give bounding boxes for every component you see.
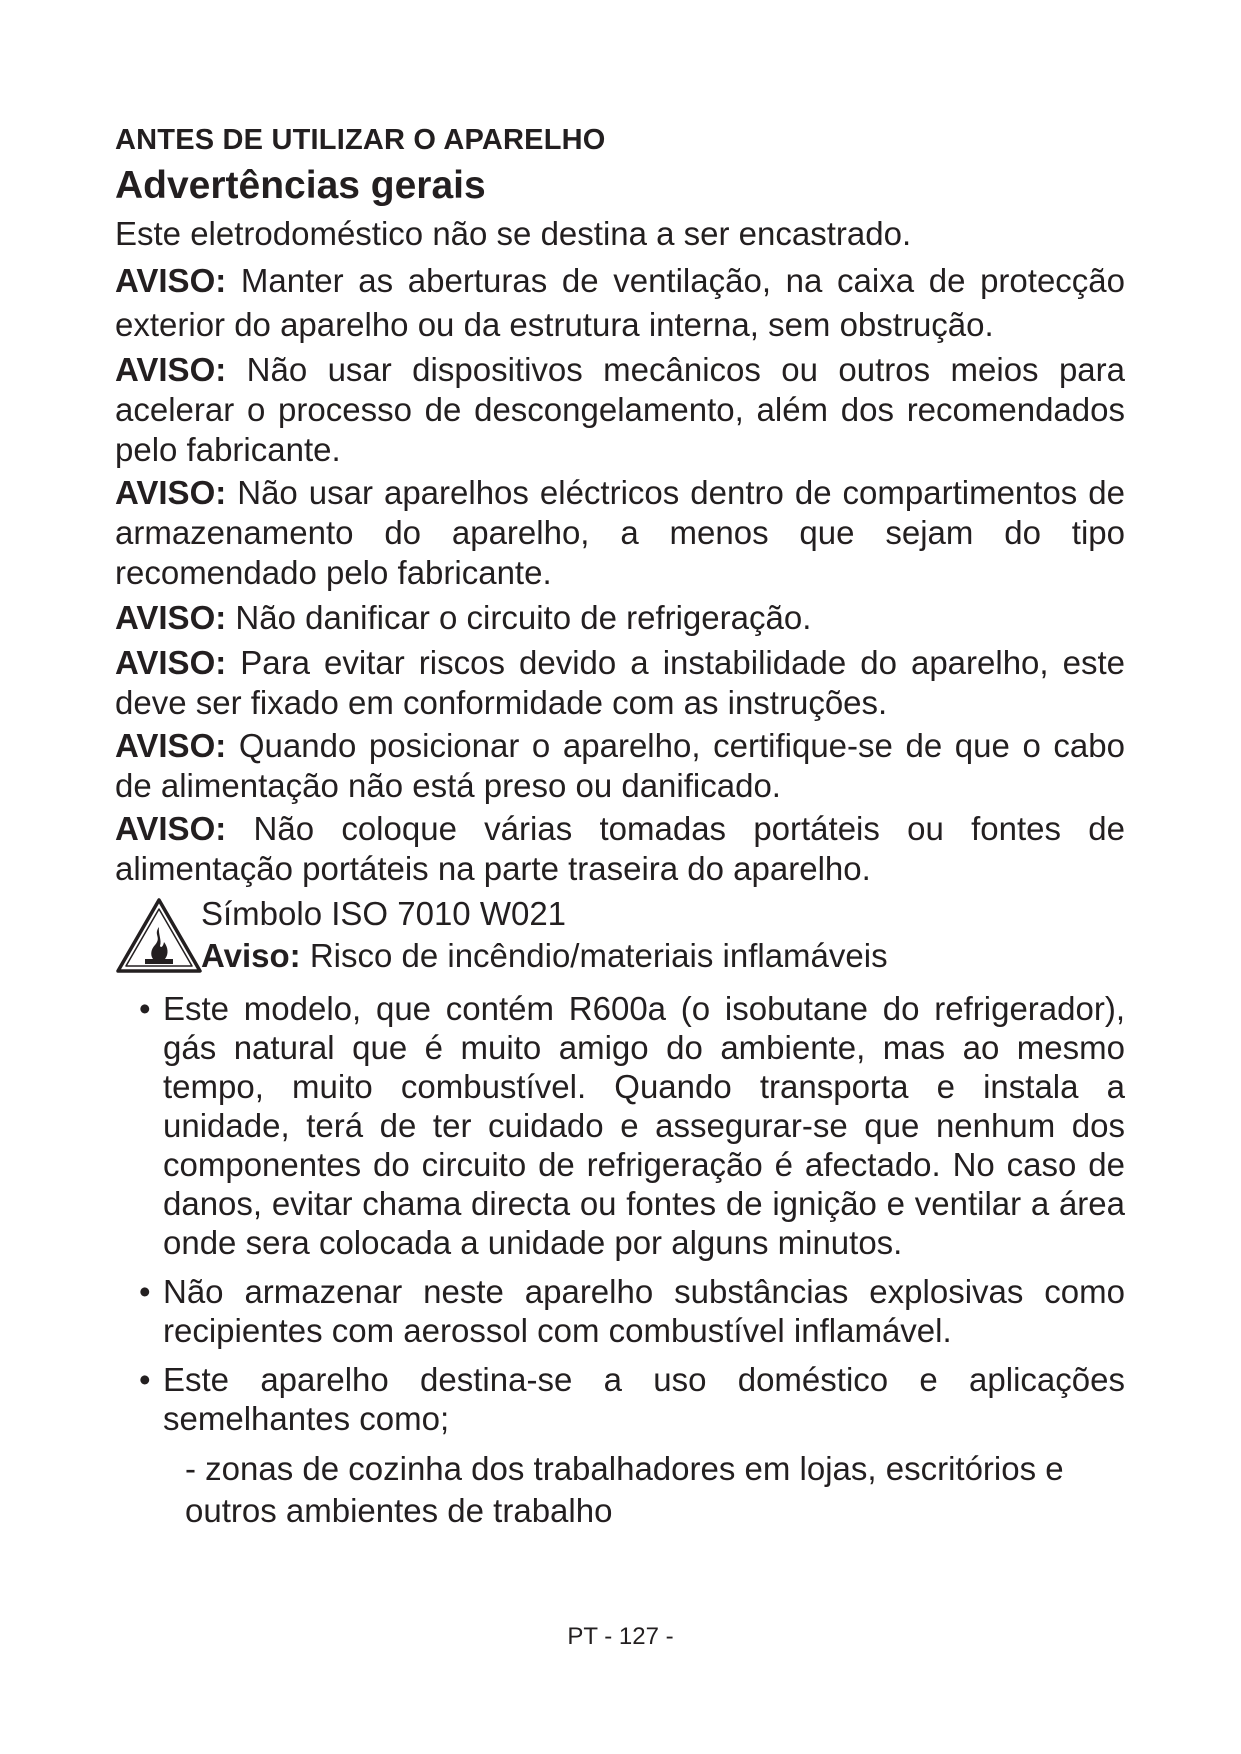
list-item-text: Este aparelho destina-se a uso doméstico e aplicações semelhantes como; [163, 1361, 1125, 1437]
list-item [115, 989, 1125, 1262]
list-item [115, 1360, 1125, 1438]
warning-label: AVISO: [115, 599, 227, 636]
warning-label: AVISO: [115, 351, 227, 388]
iso-caption [201, 935, 888, 977]
iso-caption-label: Aviso: [201, 937, 301, 974]
warning-text: Não coloque várias tomadas portáteis ou fontes de alimentação portáteis na parte traseira do aparelho. [115, 810, 1126, 887]
sub-list-item: - zonas de cozinha dos trabalhadores em lojas, escritórios e outros ambientes de trabalho [185, 1450, 1064, 1529]
warning-paragraph-5 [115, 643, 1125, 723]
intro-paragraph: Este eletrodoméstico não se destina a ser encastrado. [115, 215, 912, 252]
warning-paragraph-7 [115, 809, 1125, 889]
warning-label: AVISO: [115, 474, 227, 511]
warning-text: Não danificar o circuito de refrigeração. [235, 599, 812, 636]
warning-label: AVISO: [115, 727, 227, 764]
section-heading: ANTES DE UTILIZAR O APARELHO [115, 124, 606, 156]
iso-symbol-text: Símbolo ISO 7010 W021 [201, 895, 567, 932]
content-body [115, 212, 1125, 1532]
list-item [115, 1272, 1125, 1350]
warning-text: Não usar aparelhos eléctricos dentro de compartimentos de armazenamento do aparelho, a menos que sejam do tipo recomendado pelo fabricante. [115, 474, 1125, 591]
warning-paragraph-2 [115, 350, 1125, 470]
warning-text: Não usar dispositivos mecânicos ou outros meios para acelerar o processo de descongelamento, além dos recomendados pelo fabricante. [115, 351, 1125, 468]
warning-label: AVISO: [115, 644, 227, 681]
iso-warning-block [115, 893, 1125, 987]
page-number: PT - 127 - [567, 1623, 674, 1650]
warning-label: AVISO: [115, 262, 227, 299]
warning-paragraph-3 [115, 473, 1125, 593]
bullet-list [115, 989, 1125, 1438]
warning-paragraph-4 [115, 596, 1125, 640]
bullet-mark: • [139, 990, 151, 1027]
iso-caption-text: Risco de incêndio/materiais inflamáveis [309, 937, 888, 974]
list-item-text: Este modelo, que contém R600a (o isobutane do refrigerador), gás natural que é muito amigo do ambiente, mas ao mesmo tempo, muito combustível. Quando transporta e instala a unidade, terá de ter cuidado e assegurar-se que nenhum dos componentes do circuito de refrigeração é afectado. No caso de danos, evitar chama directa ou fontes de ignição e ventilar a área onde sera colocada a unidade por alguns minutos. [163, 990, 1125, 1261]
bullet-mark: • [139, 1273, 151, 1310]
warning-text: Quando posicionar o aparelho, certifique-se de que o cabo de alimentação não está preso ou danificado. [115, 727, 1125, 804]
list-item-text: Não armazenar neste aparelho substâncias explosivas como recipientes com aerossol com combustível inflamável. [163, 1273, 1125, 1349]
warning-text: Manter as aberturas de ventilação, na caixa de protecção exterior do aparelho ou da estrutura interna, sem obstrução. [115, 262, 1125, 343]
page-subtitle: Advertências gerais [115, 164, 486, 207]
warning-paragraph-1 [115, 259, 1125, 347]
flammable-warning-icon [115, 897, 203, 975]
warning-text: Para evitar riscos devido a instabilidade do aparelho, este deve ser fixado em conformidade com as instruções. [115, 644, 1125, 721]
warning-paragraph-6 [115, 726, 1125, 806]
warning-label: AVISO: [115, 810, 227, 847]
bullet-mark: • [139, 1361, 151, 1398]
